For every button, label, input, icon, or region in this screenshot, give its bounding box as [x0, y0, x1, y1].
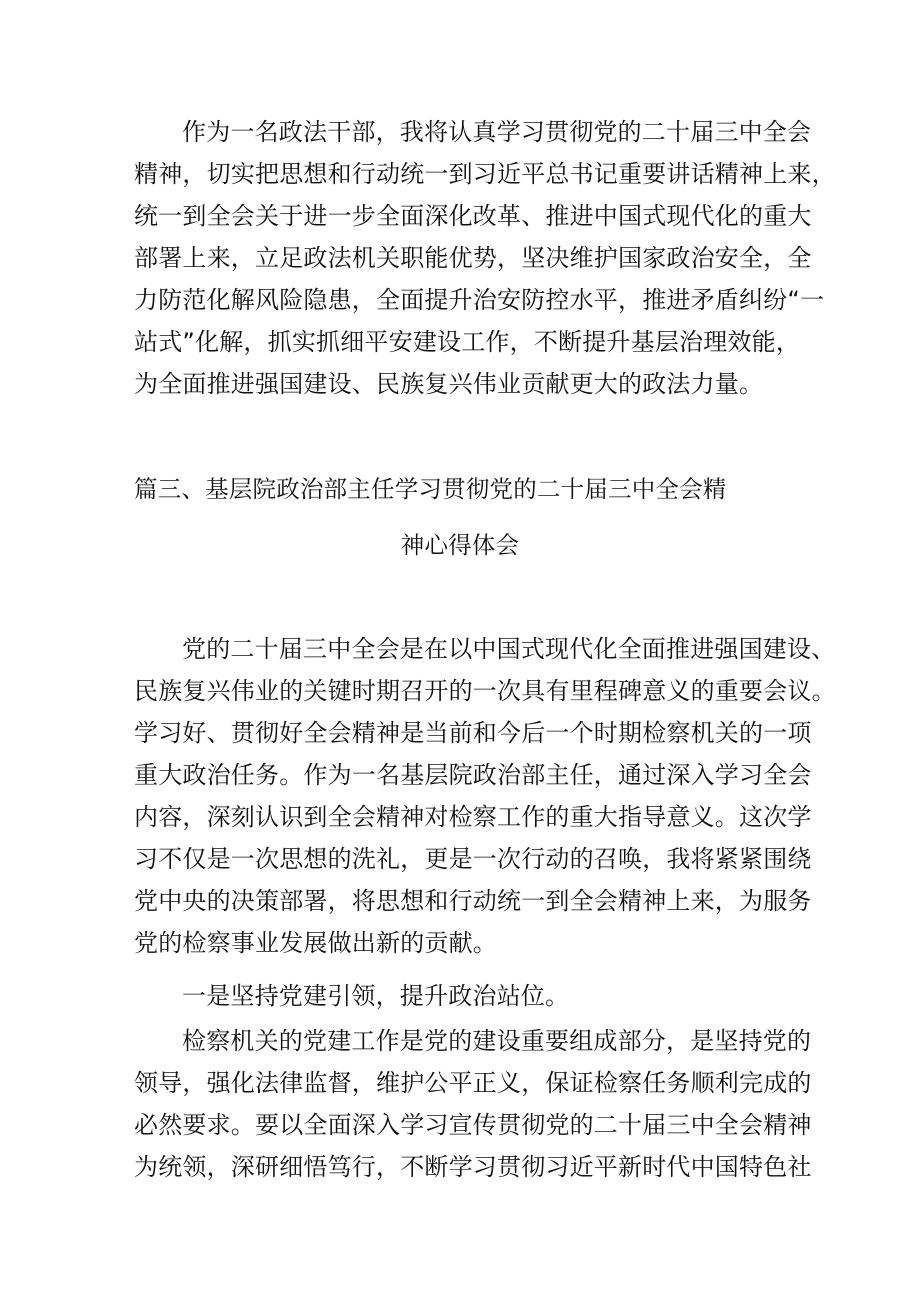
paragraph-2-line-2: 民族复兴伟业的关键时期召开的一次具有里程碑意义的重要会议。: [134, 677, 836, 705]
paragraph-2-line-5: 内容，深刻认识到全会精神对检察工作的重大指导意义。这次学: [134, 803, 812, 831]
paragraph-3-line-2: 领导，强化法律监督，维护公平正义，保证检察任务顺利完成的: [134, 1069, 812, 1097]
paragraph-2-line-8: 党的检察事业发展做出新的贡献。: [134, 929, 497, 957]
paragraph-1-line-2: 精神，切实把思想和行动统一到习近平总书记重要讲话精神上来，: [134, 160, 836, 188]
paragraph-3-line-1: 检察机关的党建工作是党的建设重要组成部分，是坚持党的: [182, 1027, 812, 1055]
paragraph-1-line-4: 部署上来，立足政法机关职能优势，坚决维护国家政治安全，全: [134, 244, 812, 272]
paragraph-1-line-1: 作为一名政法干部，我将认真学习贯彻党的二十届三中全会: [182, 118, 812, 146]
paragraph-2-line-3: 学习好、贯彻好全会精神是当前和今后一个时期检察机关的一项: [134, 719, 812, 747]
paragraph-2-line-1: 党的二十届三中全会是在以中国式现代化全面推进强国建设、: [182, 635, 836, 663]
paragraph-3-line-4: 为统领，深研细悟笃行，不断学习贯彻习近平新时代中国特色社: [134, 1153, 812, 1181]
paragraph-1-line-3: 统一到全会关于进一步全面深化改革、推进中国式现代化的重大: [134, 202, 812, 230]
paragraph-1-line-5: 力防范化解风险隐患，全面提升治安防控水平，推进矛盾纠纷“一: [134, 286, 825, 314]
paragraph-2-line-4: 重大政治任务。作为一名基层院政治部主任，通过深入学习全会: [134, 761, 812, 789]
paragraph-2-line-6: 习不仅是一次思想的洗礼，更是一次行动的召唤，我将紧紧围绕: [134, 845, 812, 873]
paragraph-1-line-6: 站式”化解，抓实抓细平安建设工作，不断提升基层治理效能，: [134, 328, 801, 356]
section-heading-line-1: 篇三、基层院政治部主任学习贯彻党的二十届三中全会精: [134, 475, 727, 503]
paragraph-3-line-3: 必然要求。要以全面深入学习宣传贯彻党的二十届三中全会精神: [134, 1111, 812, 1139]
section-heading-line-2: 神心得体会: [400, 531, 520, 559]
paragraph-2-line-7: 党中央的决策部署，将思想和行动统一到全会精神上来，为服务: [134, 887, 812, 915]
paragraph-1-line-7: 为全面推进强国建设、民族复兴伟业贡献更大的政法力量。: [134, 370, 764, 398]
subheading: 一是坚持党建引领，提升政治站位。: [182, 982, 570, 1010]
